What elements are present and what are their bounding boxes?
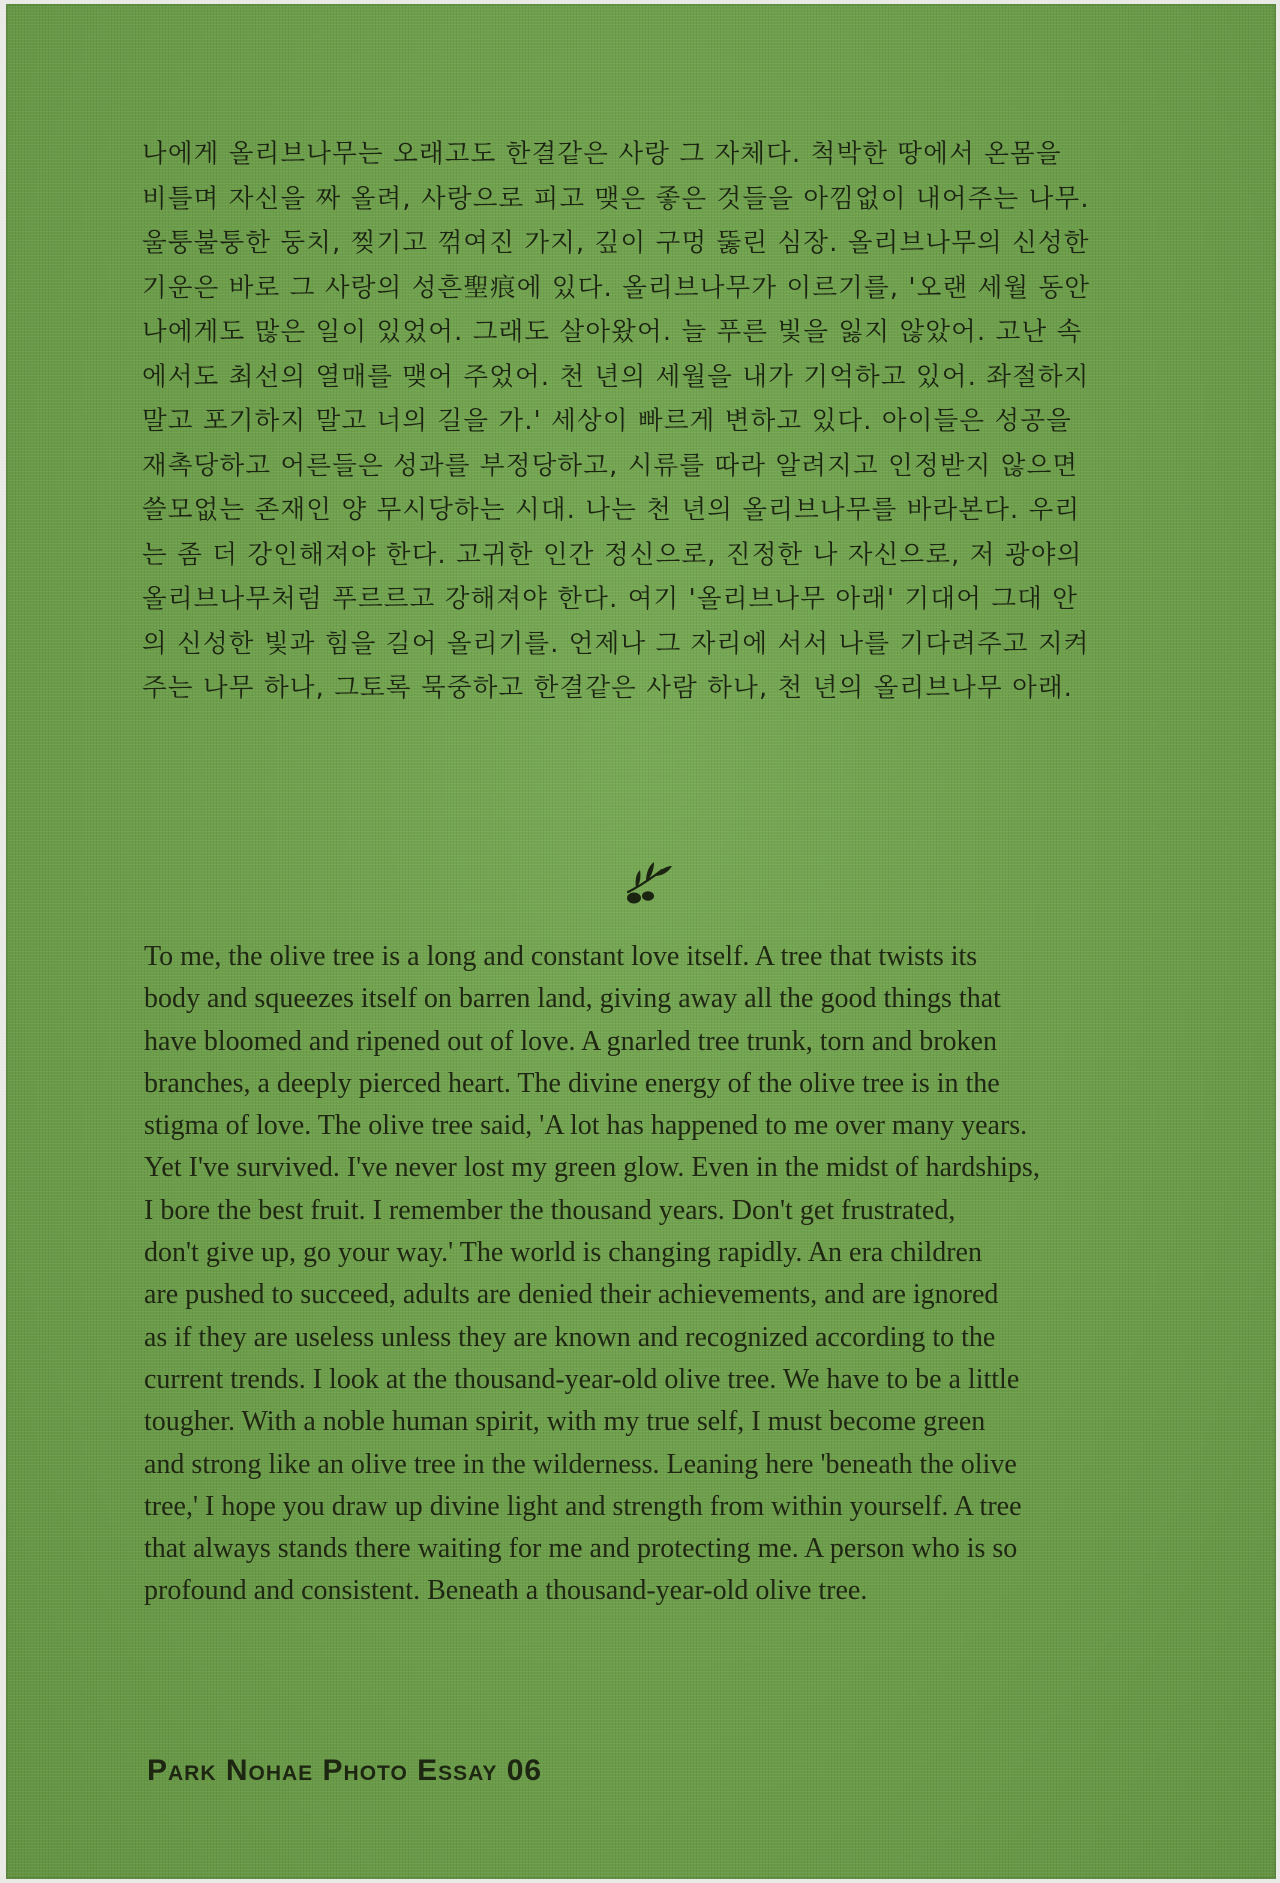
series-title: Park Nohae Photo Essay 06 — [147, 1754, 543, 1787]
english-essay-text: To me, the olive tree is a long and constant love itself. A tree that twists its body and squeezes itself on barren land, giving away all the good things that have bloomed and ripened out of love. A gnarled tree trunk, torn and broken branches, a deeply pierced heart. The divine energy of the olive tree is in the stigma of love. The olive tree said, 'A lot has happened to me over many years. Yet I've survived. I've never lost my green glow. Even in the midst of hardships, I bore the best fruit. I remember the thousand years. Don't get frustrated, don't give up, go your way.' The world is changing rapidly. An era children are pushed to succeed, adults are denied their achievements, and are ignored as if they are useless unless they are known and recognized according to the current trends. I look at the thousand-year-old olive tree. We have to be a little tougher. With a noble human spirit, with my true self, I must become green and strong like an olive tree in the wilderness. Leaning here 'beneath the olive tree,' I hope you draw up divine light and strength from within yourself. A tree that always stands there waiting for me and protecting me. A person who is so profound and consistent. Beneath a thousand-year-old olive tree. — [144, 941, 1040, 1607]
book-back-cover — [6, 4, 1276, 1879]
korean-essay-text: 나에게 올리브나무는 오래고도 한결같은 사랑 그 자체다. 척박한 땅에서 온몸을 비틀며 자신을 짜 올려, 사랑으로 피고 맺은 좋은 것들을 아낌없이 내어주는 나무. 울퉁불퉁한 둥치, 찢기고 꺾여진 가지, 깊이 구멍 뚫린 심장. 올리브나무의 신성한 기운은 바로 그 사랑의 성흔聖痕에 있다. 올리브나무가 이르기를, '오랜 세월 동안 나에게도 많은 일이 있었어. 그래도 살아왔어. 늘 푸른 빛을 잃지 않았어. 고난 속 에서도 최선의 열매를 맺어 주었어. 천 년의 세월을 내가 기억하고 있어. 좌절하지 말고 포기하지 말고 너의 길을 가.' 세상이 빠르게 변하고 있다. 아이들은 성공을 재촉당하고 어른들은 성과를 부정당하고, 시류를 따라 알려지고 인정받지 않으면 쓸모없는 존재인 양 무시당하는 시대. 나는 천 년의 올리브나무를 바라본다. 우리 는 좀 더 강인해져야 한다. 고귀한 인간 정신으로, 진정한 나 자신으로, 저 광야의 올리브나무처럼 푸르르고 강해져야 한다. 여기 '올리브나무 아래' 기대어 그대 안 의 신성한 빛과 힘을 길어 올리기를. 언제나 그 자리에 서서 나를 기다려주고 지켜 주는 나무 하나, 그토록 묵중하고 한결같은 사람 하나, 천 년의 올리브나무 아래. — [142, 139, 1091, 703]
olive-branch-icon — [616, 854, 676, 914]
